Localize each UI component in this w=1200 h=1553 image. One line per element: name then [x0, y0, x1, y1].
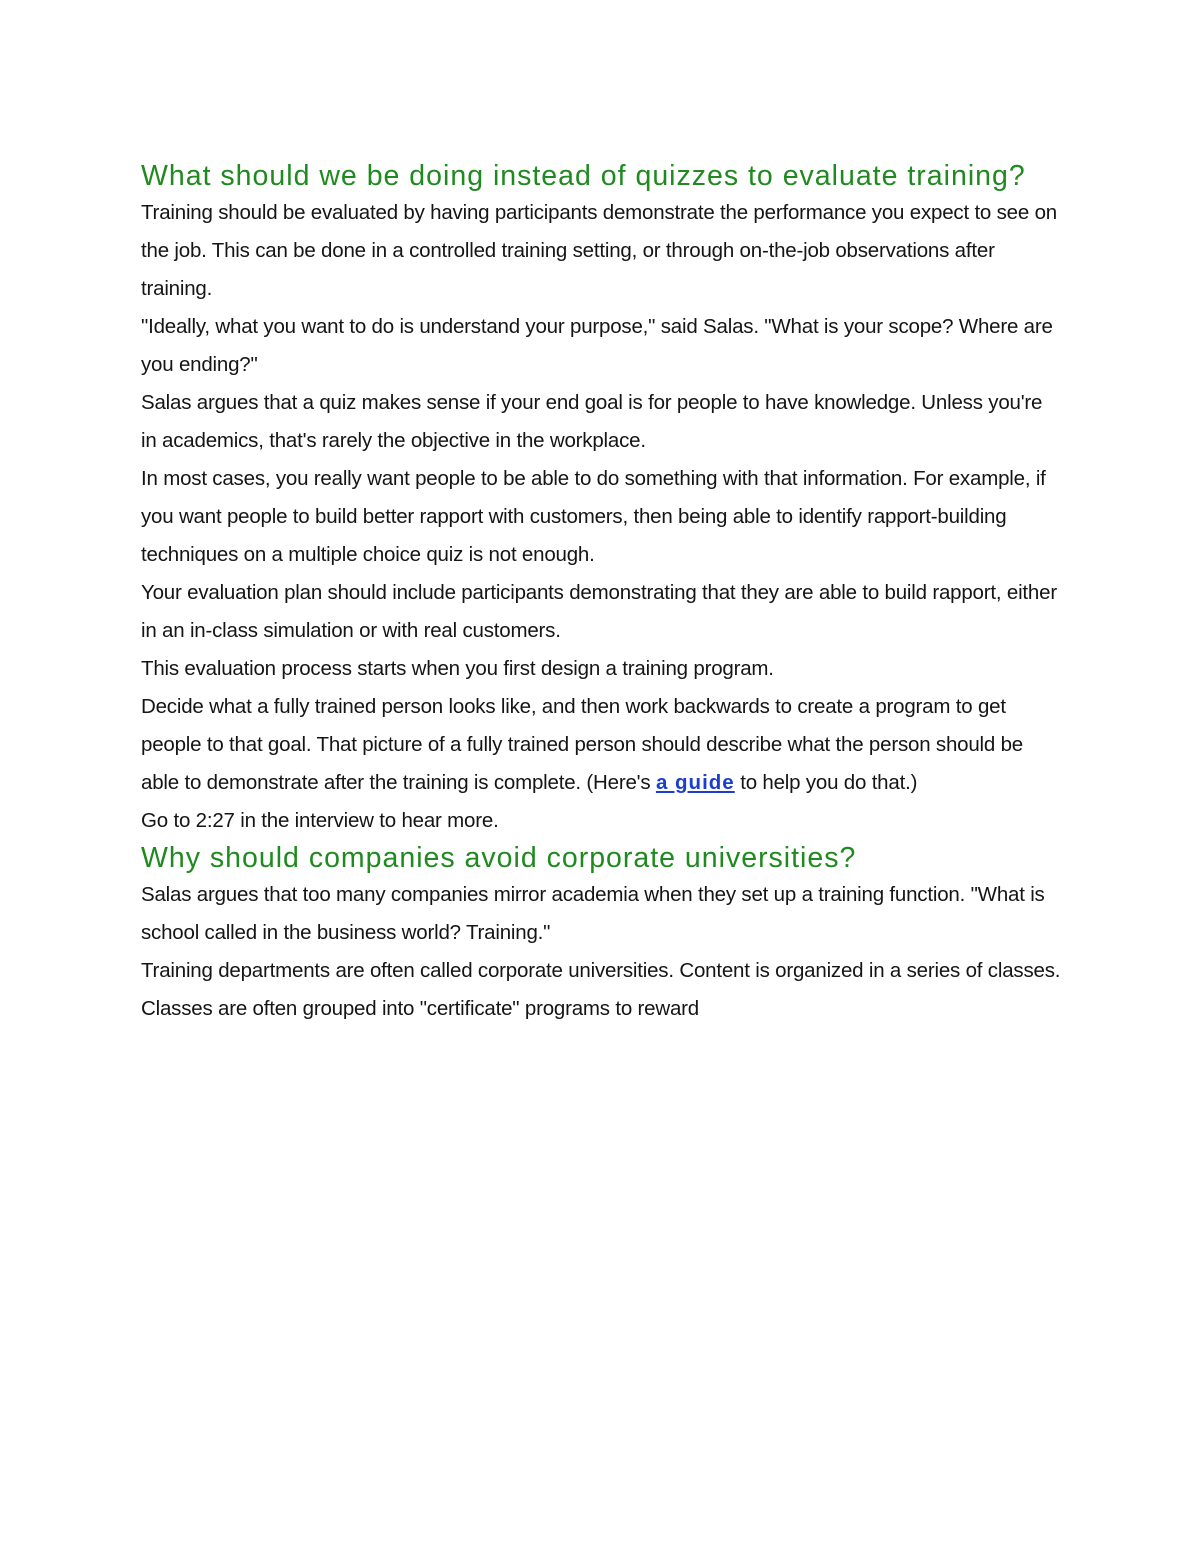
paragraph-evaluate-performance: Training should be evaluated by having participants demonstrate the performance you expect to see on the job. This can be done in a controlled training setting, or through on-the-job observations after training.	[141, 201, 1057, 300]
guide-text-after: to help you do that.)	[734, 771, 918, 794]
paragraph-evaluation-plan: Your evaluation plan should include participants demonstrating that they are able to build rapport, either in an in-class simulation or with real customers.	[141, 581, 1057, 642]
paragraph-interview-timestamp: Go to 2:27 in the interview to hear more.	[141, 809, 499, 832]
section-heading-corporate-universities: Why should companies avoid corporate universities?	[141, 842, 857, 874]
paragraph-design-start: This evaluation process starts when you first design a training program.	[141, 657, 774, 680]
paragraph-mirror-academia: Salas argues that too many companies mirror academia when they set up a training function. "What is school called in the business world? Training."	[141, 883, 1045, 944]
paragraph-corporate-universities: Training departments are often called corporate universities. Content is organized in a series of classes. Classes are often grouped into "certificate" programs to reward	[141, 959, 1061, 1020]
guide-link[interactable]: a guide	[655, 771, 735, 794]
guide-text-before: Decide what a fully trained person looks like, and then work backwards to create a program to get people to that goal. That picture of a fully trained person should describe what the person should be able to demonstrate after the training is complete. (Here's	[141, 695, 1024, 794]
paragraph-rapport-example: In most cases, you really want people to be able to do something with that information. For example, if you want people to build better rapport with customers, then being able to identify rapport-building techniques on a multiple choice quiz is not enough.	[141, 467, 1046, 566]
section-heading-quizzes: What should we be doing instead of quizzes to evaluate training?	[141, 160, 1026, 192]
paragraph-quiz-knowledge: Salas argues that a quiz makes sense if your end goal is for people to have knowledge. Unless you're in academics, that's rarely the objective in the workplace.	[141, 391, 1043, 452]
document-page	[141, 158, 1061, 1028]
paragraph-salas-quote: "Ideally, what you want to do is understand your purpose," said Salas. "What is your scope? Where are you ending?"	[141, 315, 1053, 376]
paragraph-fully-trained	[141, 688, 1061, 802]
